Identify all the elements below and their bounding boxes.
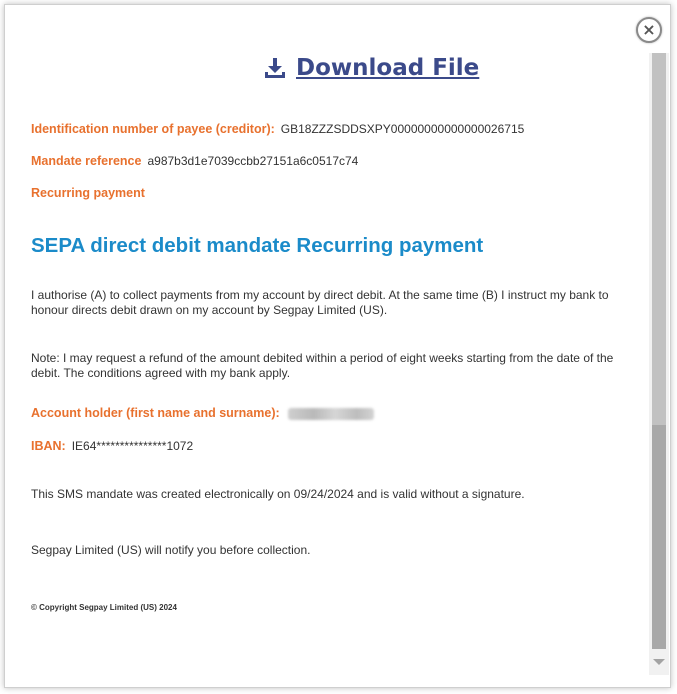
copyright-text: © Copyright Segpay Limited (US) 2024	[31, 603, 177, 612]
mandate-title: SEPA direct debit mandate Recurring payment	[31, 234, 484, 257]
iban-value: IE64***************1072	[71, 439, 194, 453]
close-button[interactable]	[636, 17, 662, 43]
notify-text: Segpay Limited (US) will notify you before collection.	[31, 543, 311, 557]
close-icon: ×	[642, 20, 656, 39]
created-text: This SMS mandate was created electronically on 09/24/2024 and is valid without a signature.	[31, 487, 525, 501]
download-icon	[264, 57, 286, 79]
mandate-reference-label: Mandate reference	[31, 154, 142, 168]
payment-type-row	[31, 186, 145, 200]
scrollbar-thumb-lower[interactable]	[652, 425, 666, 649]
payment-type-label: Recurring payment	[31, 186, 145, 200]
iban-row	[31, 439, 193, 453]
vertical-scrollbar[interactable]	[649, 53, 669, 675]
mandate-dialog	[4, 4, 671, 688]
download-file-link[interactable]	[264, 55, 479, 81]
account-holder-row	[31, 406, 374, 420]
note-text: Note: I may request a refund of the amount debited within a period of eight weeks starting from the date of the debit. The conditions agreed with my bank apply.	[31, 351, 614, 380]
payee-id-row	[31, 122, 524, 136]
account-holder-value-redacted	[288, 408, 374, 420]
account-holder-label: Account holder (first name and surname):	[31, 406, 280, 420]
mandate-reference-value: a987b3d1e7039ccbb27151a6c0517c74	[147, 154, 359, 168]
download-file-label[interactable]: Download File	[296, 55, 480, 81]
authorise-text: I authorise (A) to collect payments from my account by direct debit. At the same time (B) I instruct my bank to honour directs debit drawn on my account by Segpay Limited (US).	[31, 288, 609, 317]
mandate-reference-row	[31, 154, 358, 168]
payee-id-label: Identification number of payee (creditor):	[31, 122, 275, 136]
scroll-down-arrow-icon[interactable]	[653, 659, 665, 665]
payee-id-value: GB18ZZZSDDSXPY00000000000000026715	[280, 122, 525, 136]
iban-label: IBAN:	[31, 439, 66, 453]
